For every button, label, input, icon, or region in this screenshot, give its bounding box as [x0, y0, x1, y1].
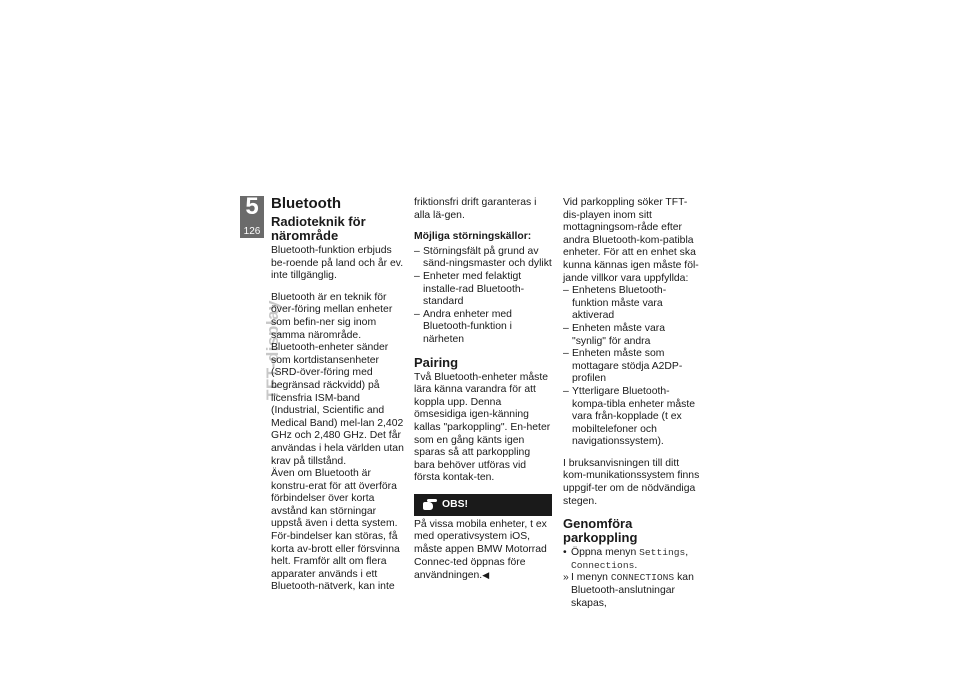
paragraph-technology: Bluetooth är en teknik för över-föring mellan enheter som befin-ner sig inom samma närområde. Bluetooth-enheter sänder som kortdistansenheter (SRD-över-föring med begränsad räckvidd) på licensfria ISM-band (Industrial, Scientific and Medical Band) mel-lan 2,402 GHz och 2,480 GHz. Det får användas i hela världen utan krav på tillstånd. [271, 291, 404, 467]
pointing-hand-icon [423, 499, 437, 511]
list-item: – Störningsfält på grund av sänd-ningsmaster och dylikt [414, 246, 552, 271]
notice-label: OBS! [442, 498, 468, 510]
paragraph-interference: Även om Bluetooth är konstru-erat för att överföra förbindelser över korta avstånd kan störningar uppstå även i detta system. För-bindelser kan störas, få korta av-brott eller försvinna helt. Framför allt om flera apparater används i ett Bluetooth-nätverk, kan inte [271, 468, 400, 593]
list-item: – Enheter med felaktigt installe-rad Bluetooth-standard [414, 271, 552, 309]
column-3 [563, 197, 701, 610]
heading-radio-technology: Radioteknik för närområde [271, 214, 366, 243]
column-1 [271, 195, 409, 603]
result-marker: » [563, 572, 569, 584]
column-2 [414, 197, 552, 592]
step-result: » I menyn CONNECTIONS kan Bluetooth-anslutningar skapas, [563, 572, 694, 609]
notice-text: På vissa mobila enheter, t ex med operativsystem iOS, måste appen BMW Motorrad Connec-ted öppnas före användningen.◀ [414, 518, 547, 582]
heading-interference-sources: Möjliga störningskällor: [414, 231, 532, 243]
interference-list [414, 246, 552, 347]
conditions-list [563, 285, 701, 449]
step-open-menu: • Öppna menyn Settings, Connections. [563, 547, 689, 571]
list-item: – Enhetens Bluetooth-funktion måste vara aktiverad [563, 285, 701, 323]
menu-name-connections: Connections [571, 559, 635, 571]
bullet-marker: • [563, 547, 567, 559]
page-title: Bluetooth [271, 195, 341, 212]
list-item: – Ytterligare Bluetooth-kompa-tibla enheter måste vara från-kopplade (t ex mobiltelefoner och navigationssystem). [563, 386, 701, 449]
page-number: 126 [243, 226, 261, 237]
paragraph-pairing-search: Vid parkoppling söker TFT-dis-playen inom sitt mottagningsom-råde efter andra Bluetooth-kom-patibla enheter. För att en enhet ska kunna kännas igen måste föl-jande villkor vara uppfyllda: [563, 197, 699, 284]
list-item: – Enheten måste vara "synlig" för andra [563, 323, 701, 348]
menu-name-settings: Settings [639, 547, 686, 559]
paragraph-pairing: Två Bluetooth-enheter måste lära känna varandra för att koppla upp. Denna ömsesidiga igen-känning kallas "parkoppling". En-heter som en gång känts igen sparas så att parkoppling bara behöver utföras vid första kontak-ten. [414, 371, 551, 484]
chapter-number: 5 [245, 193, 259, 220]
paragraph-availability: Bluetooth-funktion erbjuds be-roende på land och år ev. inte tillgänglig. [271, 245, 404, 282]
menu-name-connections-caps: CONNECTIONS [610, 572, 675, 584]
end-marker-icon: ◀ [482, 570, 490, 581]
heading-perform-pairing: Genomföra parkoppling [563, 516, 638, 546]
list-item: – Andra enheter med Bluetooth-funktion i närheten [414, 309, 552, 347]
list-item: – Enheten måste som mottagare stödja A2DP-profilen [563, 348, 701, 386]
paragraph-manual: I bruksanvisningen till ditt kom-munikationssystem finns uppgif-ter om de nödvändiga stegen. [563, 457, 700, 507]
notice-banner [414, 494, 552, 516]
paragraph-continuation: friktionsfri drift garanteras i alla lä-gen. [414, 197, 537, 221]
section-side-title: TFT-display [263, 300, 282, 400]
heading-pairing: Pairing [414, 354, 459, 370]
